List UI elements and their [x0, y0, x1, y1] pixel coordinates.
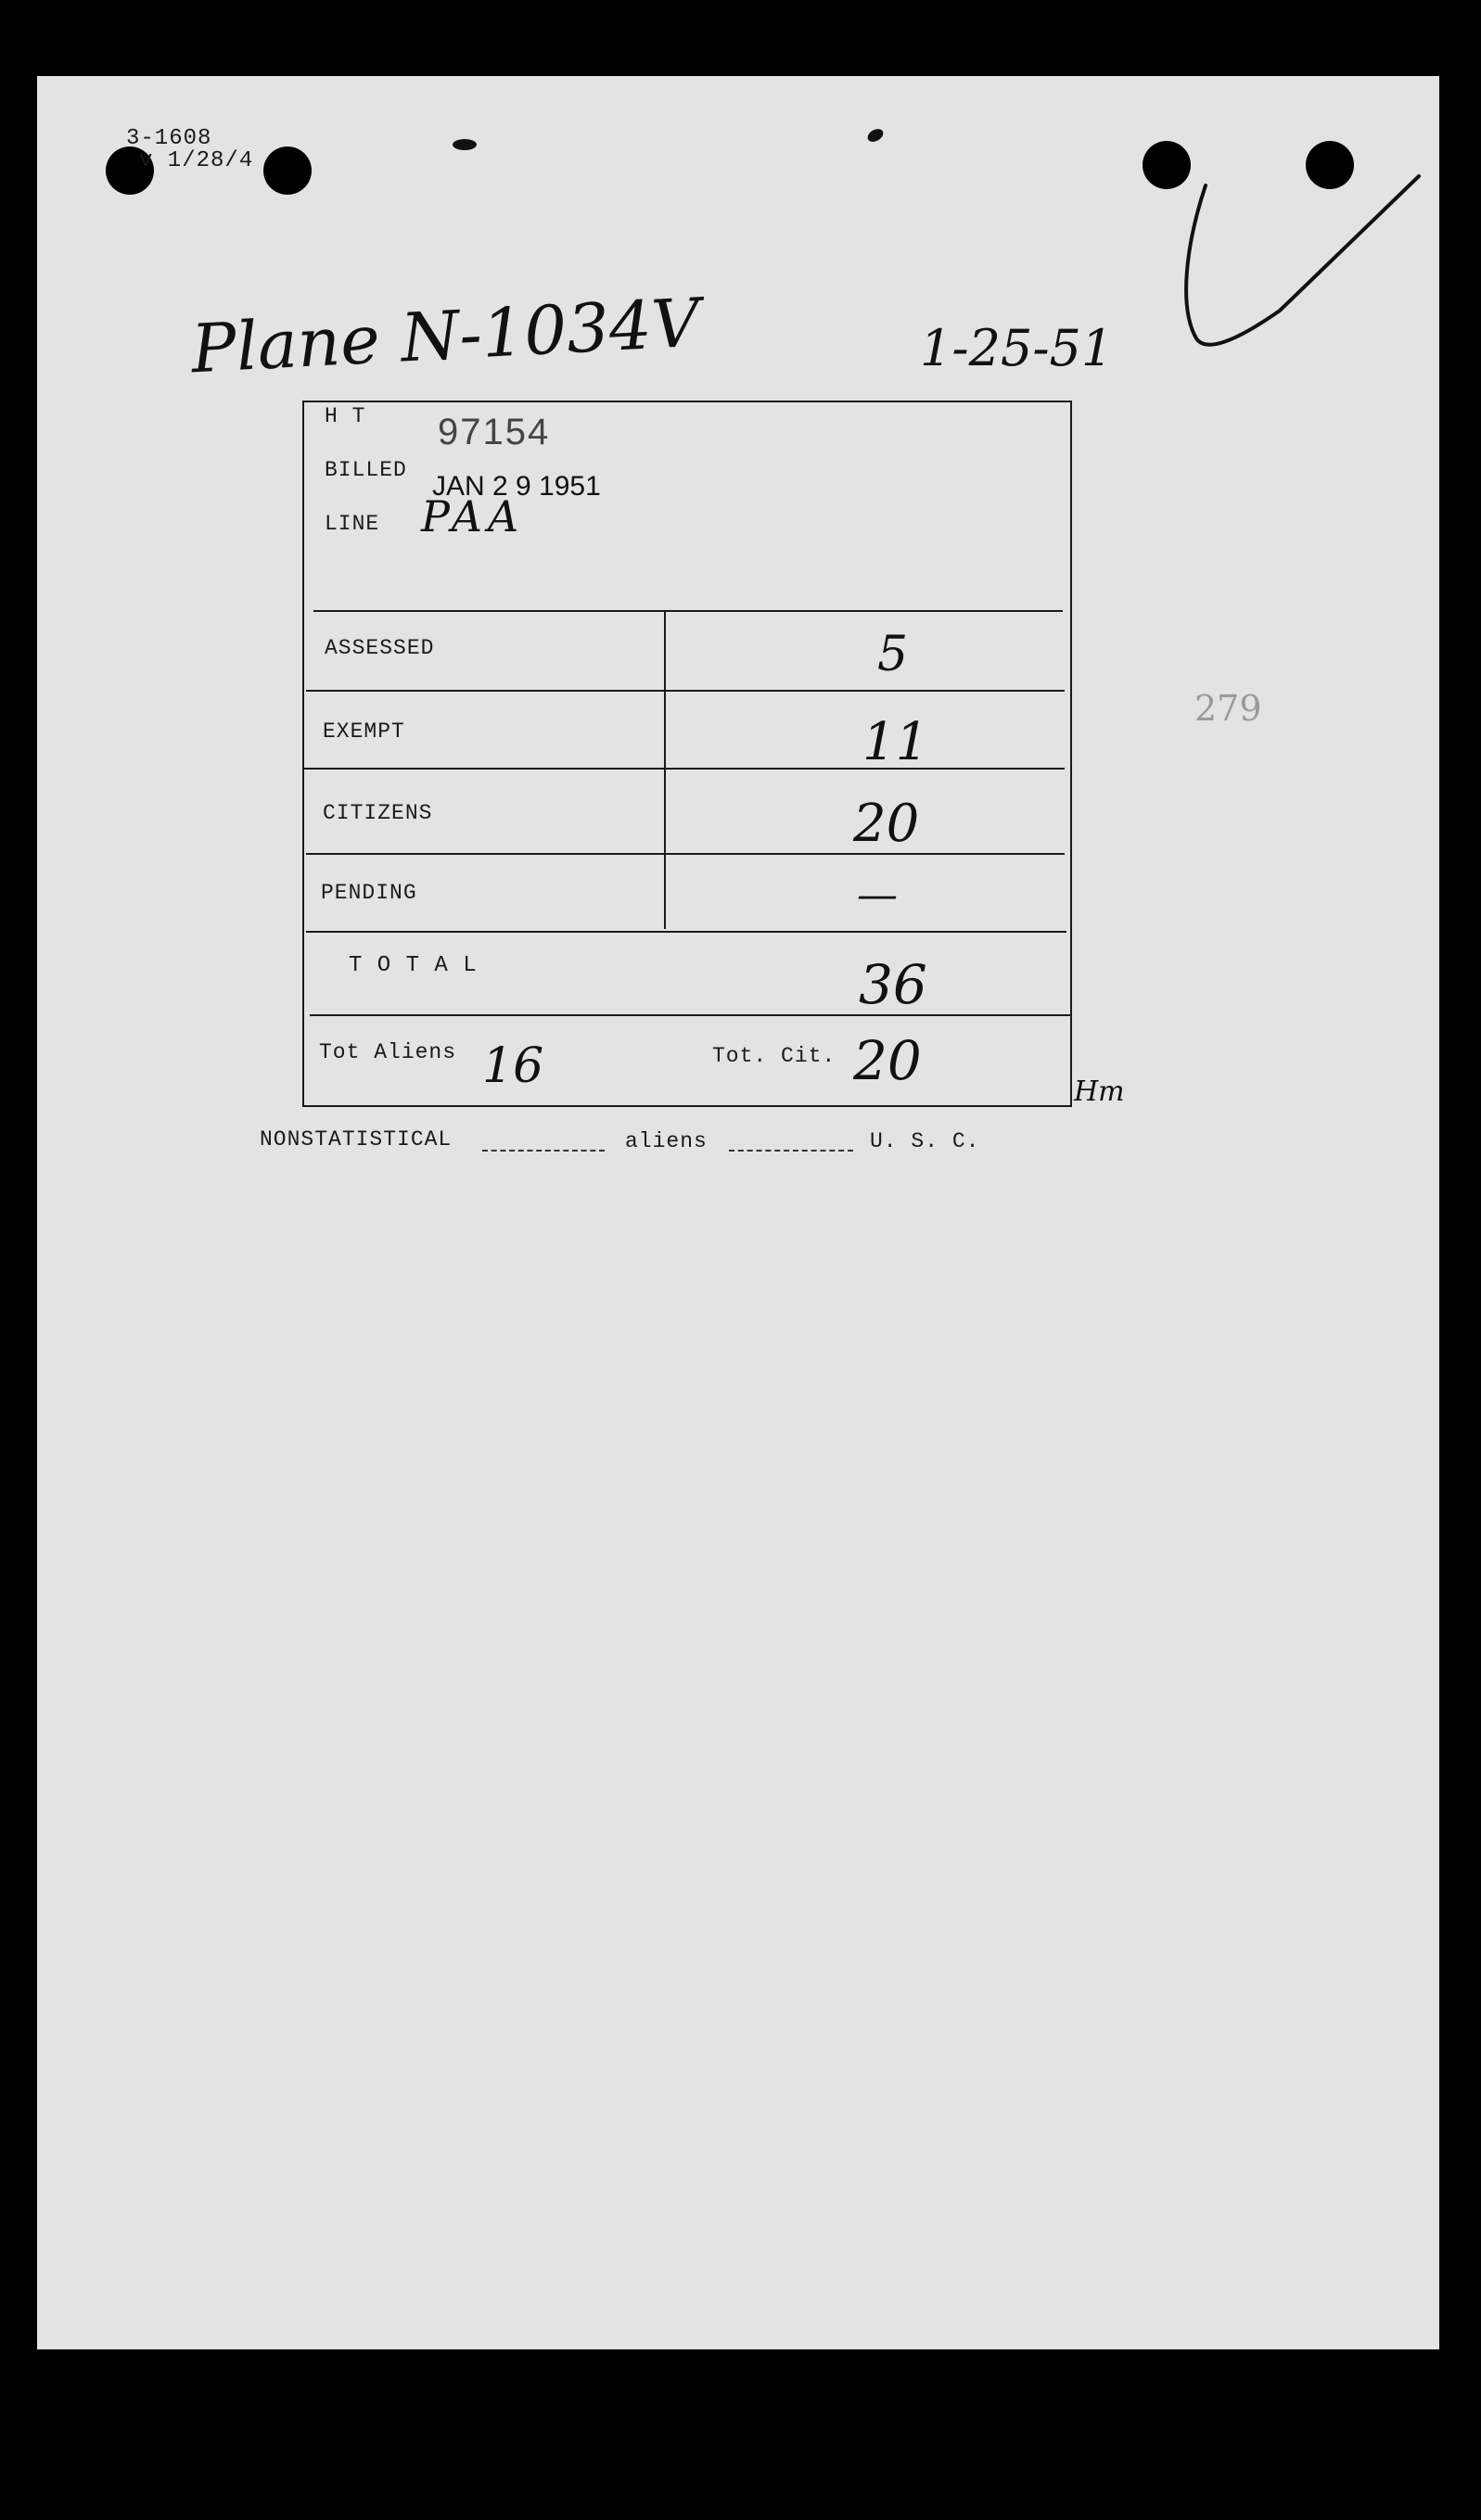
- tot-aliens-value: 16: [482, 1038, 544, 1094]
- row-value-pending: —: [857, 872, 898, 919]
- aliens-label: aliens: [625, 1129, 708, 1153]
- form-revision: v 1/28/4: [139, 148, 254, 173]
- row-label-exempt: EXEMPT: [323, 719, 405, 744]
- ht-value: 97154: [438, 412, 551, 452]
- document-page: [37, 76, 1439, 2349]
- row-label-pending: PENDING: [321, 881, 417, 905]
- usc-blank: [729, 1150, 853, 1152]
- billed-date-stamp: JAN 2 9 1951: [432, 471, 601, 502]
- initials: Hm: [1074, 1075, 1125, 1108]
- ht-label: H T: [325, 404, 366, 428]
- line-label: LINE: [325, 512, 380, 536]
- arrival-date: 1-25-51: [920, 319, 1114, 377]
- tot-cit-label: Tot. Cit.: [712, 1044, 836, 1068]
- tot-cit-value: 20: [853, 1029, 922, 1092]
- billed-label: BILLED: [325, 458, 407, 482]
- tot-aliens-label: Tot Aliens: [319, 1040, 457, 1064]
- plane-number: Plane N-1034V: [189, 283, 702, 388]
- row-value-assessed: 5: [877, 627, 909, 682]
- ink-mark: [453, 139, 477, 150]
- checkmark-icon: [1178, 167, 1428, 362]
- row-value-citizens: 20: [853, 794, 920, 854]
- nonstatistical-blank: [482, 1150, 605, 1152]
- form-number: 3-1608: [126, 126, 212, 151]
- row-label-citizens: CITIZENS: [323, 801, 433, 825]
- line-value: PAA: [421, 491, 525, 541]
- row-label-assessed: ASSESSED: [325, 636, 435, 660]
- total-value: 36: [859, 953, 927, 1016]
- nonstatistical-label: NONSTATISTICAL: [260, 1127, 453, 1152]
- row-value-exempt: 11: [862, 712, 929, 772]
- page-stamp: 279: [1194, 688, 1262, 729]
- total-label: T O T A L: [349, 953, 478, 978]
- punch-hole-2: [263, 146, 312, 195]
- usc-label: U. S. C.: [870, 1129, 980, 1153]
